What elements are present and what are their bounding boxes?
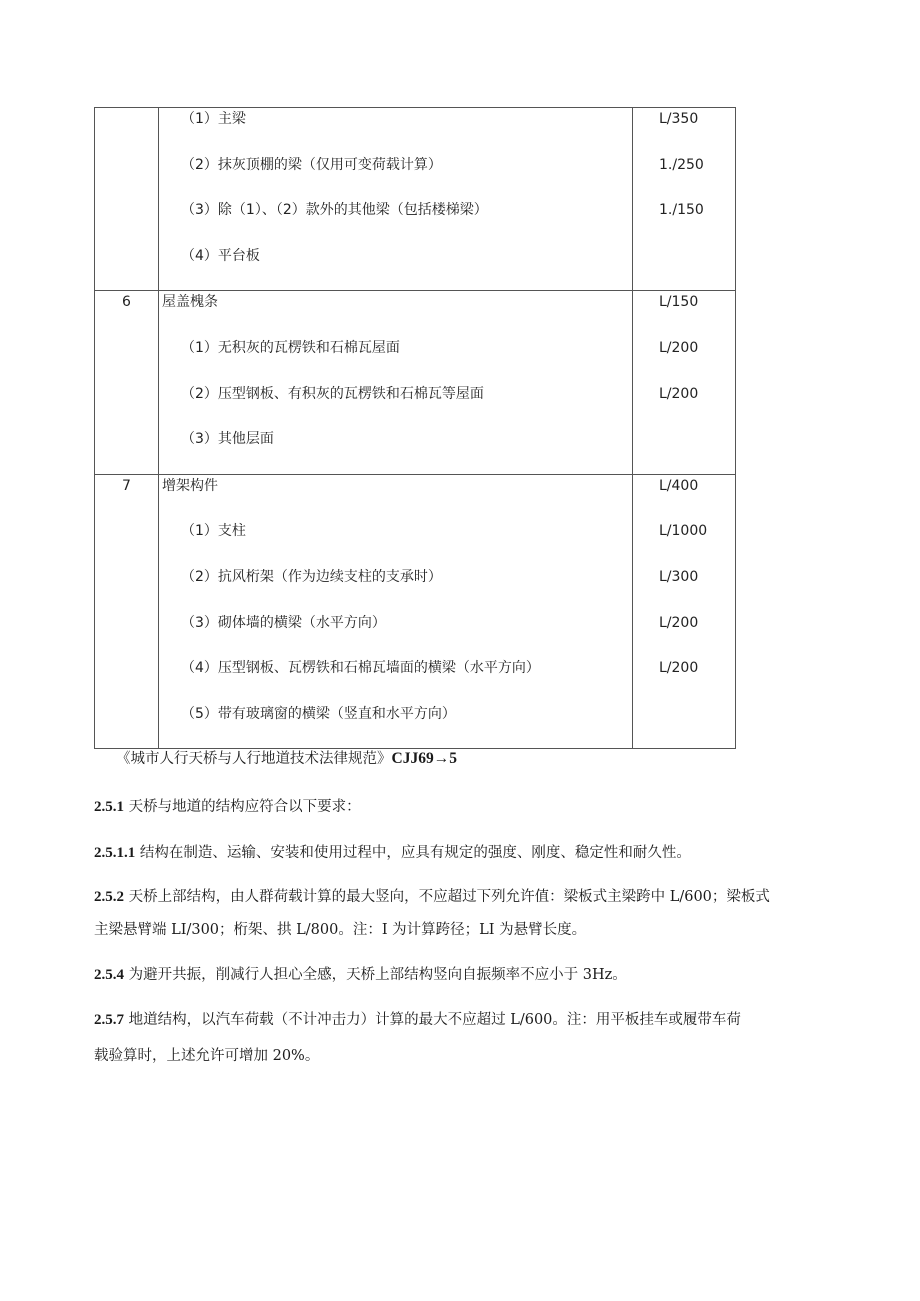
deflection-limits-table xyxy=(94,107,736,749)
table-row: （3）其他层面 xyxy=(181,431,274,448)
table-group-2 xyxy=(95,474,736,749)
limit-value: L/300 xyxy=(659,568,699,585)
clause-text: 地道结构，以汽车荷载（不计冲击力）计算的最大不应超过 L/600。注：用平板挂车或履带车荷 xyxy=(124,1012,741,1028)
item-column xyxy=(159,108,633,291)
clause-2-5-7 xyxy=(94,1009,824,1067)
clause-text-continued: 主梁悬臂端 LI/300；桁架、拱 L/800。注：I 为计算跨径；LI 为悬臂长度。 xyxy=(94,922,587,938)
value-column xyxy=(633,108,736,291)
value-column xyxy=(633,291,736,474)
limit-value: L/150 xyxy=(659,294,699,311)
clause-text: 天桥上部结构，由人群荷载计算的最大竖向，不应超过下列允许值：梁板式主梁跨中 L/600；梁板式 xyxy=(124,889,770,905)
limit-value: L/200 xyxy=(659,339,699,356)
limit-value: L/200 xyxy=(659,614,699,631)
table-row: （2）压型钢板、有积灰的瓦楞铁和石棉瓦等屋面 xyxy=(181,385,484,402)
limit-value: L/350 xyxy=(659,111,699,127)
clause-number: 2.5.2 xyxy=(94,889,124,905)
group-number xyxy=(95,108,159,291)
clause-text: 天桥与地道的结构应符合以下要求： xyxy=(124,799,361,815)
clause-number: 2.5.7 xyxy=(94,1012,124,1028)
limit-value: L/1000 xyxy=(659,523,708,540)
limit-value xyxy=(633,245,735,291)
table-row: （3）除（1）、（2）款外的其他梁（包括楼梯梁） xyxy=(181,202,488,219)
table-row: 屋盖槐条 xyxy=(162,294,218,311)
table-group-1 xyxy=(95,291,736,474)
clause-2-5-4 xyxy=(94,964,824,986)
limit-value: 1./250 xyxy=(659,156,704,173)
limit-value: 1./150 xyxy=(659,202,704,219)
item-column xyxy=(159,291,633,474)
clause-number: 2.5.4 xyxy=(94,967,124,983)
clause-text: 为避开共振，削减行人担心全感，天桥上部结构竖向自振频率不应小于 3Hz。 xyxy=(124,967,627,983)
table-row: （1）主梁 xyxy=(181,111,246,127)
limit-value xyxy=(633,428,735,474)
table-group-0 xyxy=(95,108,736,291)
clause-text: 结构在制造、运输、安装和使用过程中，应具有规定的强度、刚度、稳定性和耐久性。 xyxy=(135,845,691,861)
table-row: （1）支柱 xyxy=(181,523,246,540)
table-row: （3）砌体墙的横梁（水平方向） xyxy=(181,614,386,631)
limit-value: L/200 xyxy=(659,385,699,402)
table-row: （1）无积灰的瓦楞铁和石棉瓦屋面 xyxy=(181,339,400,356)
group-number: 6 xyxy=(95,291,159,474)
limit-value xyxy=(633,703,735,749)
table-row: （4）压型钢板、瓦楞铁和石棉瓦墙面的横梁（水平方向） xyxy=(181,660,540,677)
table-row: （2）抹灰顶棚的梁（仅用可变荷载计算） xyxy=(181,156,442,173)
table-row: （5）带有玻璃窗的横梁（竖直和水平方向） xyxy=(181,705,456,722)
limit-value: L/400 xyxy=(659,477,699,494)
clause-2-5-1 xyxy=(94,796,824,818)
table-row: （2）抗风桁架（作为边续支柱的支承时） xyxy=(181,568,442,585)
group-number: 7 xyxy=(95,474,159,749)
clause-number: 2.5.1.1 xyxy=(94,845,136,861)
reference-code: CJJ69→5 xyxy=(391,750,457,767)
table-row: 增架构件 xyxy=(162,477,218,494)
value-column xyxy=(633,474,736,749)
clause-text-continued: 载验算时，上述允许可增加 20%。 xyxy=(94,1048,320,1064)
item-column xyxy=(159,474,633,749)
limit-value: L/200 xyxy=(659,660,699,677)
clause-2-5-1-1 xyxy=(94,842,824,864)
standard-reference xyxy=(116,748,457,770)
reference-title: 《城市人行天桥与人行地道技术法律规范》 xyxy=(116,751,392,767)
clause-2-5-2 xyxy=(94,886,824,941)
table-row: （4）平台板 xyxy=(181,247,260,264)
clause-number: 2.5.1 xyxy=(94,799,124,815)
